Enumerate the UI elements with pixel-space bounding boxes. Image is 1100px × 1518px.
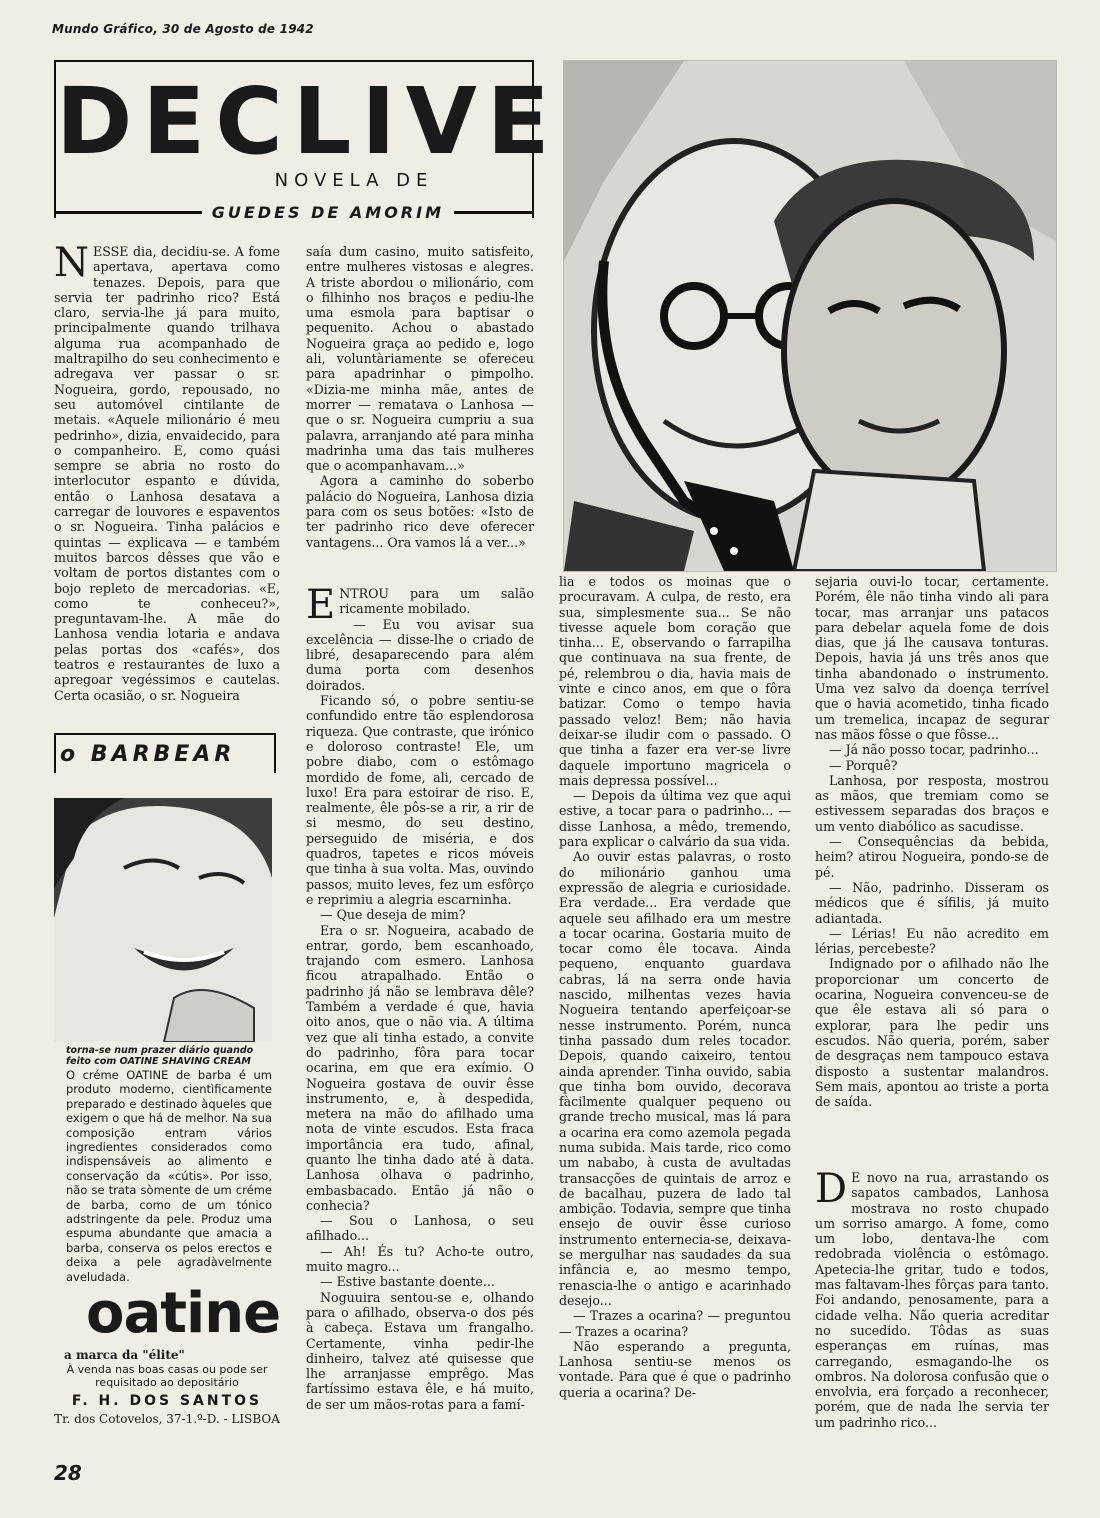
text-column-4 xyxy=(815,574,1049,1109)
paragraph: — Que deseja de mim? xyxy=(320,907,466,923)
story-title: DECLIVE xyxy=(56,68,560,175)
paragraph: — Consequências da bebida, heim? atirou Nogueira, pondo-se de pé. xyxy=(815,834,1049,880)
text-column-3 xyxy=(559,574,791,1400)
ad-photo xyxy=(54,798,272,1042)
ad-title: o BARBEAR xyxy=(60,742,236,767)
paragraph: Não esperando a pregunta, Lanhosa sentiu-se menos os vontade. Para que é que o padrinho queria a ocarina? De- xyxy=(559,1338,791,1400)
text-column-1 xyxy=(54,240,280,703)
paragraph: sejaria ouvi-lo tocar, certamente. Porém, êle não tinha vindo ali para tocar, mas arranjar uns patacos para debelar aquela fome de dois dias, que já lhe causava tonturas. Depois, havia já uns três anos que tinha abandonado o instrumento. Uma vez salvo da doença terrível que o havia acometido, tinha ficado um tremelica, incapaz de segurar nas mãos fôsse o que fôsse... xyxy=(815,574,1049,742)
author-name: GUEDES DE AMORIM xyxy=(211,202,444,222)
text-column-2b xyxy=(306,582,534,1412)
author-rule-left xyxy=(54,211,202,214)
ad-slogan: a marca da "élite" xyxy=(64,1348,185,1362)
paragraph: — Lérias! Eu não acredito em lérias, percebeste? xyxy=(815,925,1049,957)
story-illustration xyxy=(563,60,1057,572)
author-rule-right xyxy=(454,211,534,214)
paragraph: — Não, padrinho. Disseram os médicos que é sífilis, já muito adiantada. xyxy=(815,879,1049,926)
paragraph: — Depois da última vez que aqui estive, a tocar para o padrinho... — disse Lanhosa, a mêdo, tremendo, para explicar o calvário da sua vida. xyxy=(559,788,791,850)
paragraph: Ficando só, o pobre sentiu-se confundido entre tão esplendorosa riqueza. Que contraste, que irónico e doloroso contraste! Ele, um pobre diabo, com o estômago mordido de fome, ali, cercado de luxo! Era para estoirar de riso. E, realmente, êle pôs-se a rir, a rir de si mesmo, do seu destino, perseguido de miséria, e dos quadros, tapetes e ricos móveis que tinha à sua volta. Mas, ouvindo passos, muito leves, fez um esfôrço e reprimiu a alegria escarninha. xyxy=(306,693,534,907)
dropcap-d: D xyxy=(815,1166,848,1212)
text-column-4b xyxy=(815,1166,1049,1430)
text-column-2 xyxy=(306,244,534,550)
paragraph: — Eu vou avisar sua excelência — disse-lhe o criado de libré, desaparecendo para além duma porta com desenhos doirados. xyxy=(306,616,534,693)
paragraph: — Estive bastante doente... xyxy=(320,1274,495,1290)
ad-body: O créme OATINE de barba é um produto moderno, cientìficamente preparado e destinado àqueles que exigem o que há de melhor. Na sua composição entram vários ingredientes considerados como indispensáveis ao alimento e conservação da «cútis». Por isso, não se trata sòmente de um créme de barba, como de um tónico adstringente da pele. Produz uma espuma abundante que amacia a barba, conserva os pelos erectos e deixa a pele agradàvelmente aveludada. xyxy=(66,1068,272,1284)
paragraph: lia e todos os moinas que o procuravam. A culpa, de resto, era sua, simplesmente sua... Se não tivesse aquele bom coração que tinha... E, observando o farrapilha que continuava na sua frente, de pé, relembrou o dia, havia mais de vinte e cinco anos, em que o fôra batizar. Como o tempo havia passado veloz! Bem; não havia deixar-se iludir com o passado. O que tinha a fazer era ver-se livre daquele importuno magricela o mais depressa possível... xyxy=(559,574,791,788)
paragraph: E novo na rua, arrastando os sapatos cambados, Lanhosa mostrava no rosto chupado um sorriso amargo. A fome, como um lobo, dentava-lhe com redobrada violência o estômago. Apetecia-lhe gritar, tudo e todos, mas faltavam-lhes fôrças para tanto. Foi andando, penosamente, para a cidade velha. Não queria acreditar no sucedido. Tôdas as suas esperanças em ruínas, mas carregando, esmagando-lhe os ombros. Na dolorosa confusão que o envolvia, era forçado a reconhecer, porém, que de nada lhe servia ter um padrinho rico... xyxy=(815,1170,1049,1430)
paragraph: saía dum casino, muito satisfeito, entre mulheres vistosas e alegres. A triste abordou o milionário, com o filhinho nos braços e pediu-lhe uma esmola para baptisar o pequenito. Achou o abastado Nogueira graça ao pedido e, logo ali, voluntàriamente se ofereceu para apadrinhar o pimpolho. «Dizia-me minha mãe, antes de morrer — rematava o Lanhosa — que o sr. Nogueira cumpriu a sua palavra, arranjando até para minha madrinha uma das tais mulheres que o acompanhavam...» xyxy=(306,244,534,474)
paragraph: Lanhosa, por resposta, mostrou as mãos, que tremiam como se estivessem separadas dos braços e um vento diabólico as sacudisse. xyxy=(815,772,1049,834)
dropcap-n: N xyxy=(54,240,89,286)
paragraph: NTROU para um salão ricamente mobilado. xyxy=(339,586,534,617)
paragraph: — Já não posso tocar, padrinho... xyxy=(829,742,1039,758)
dropcap-e: E xyxy=(306,582,336,628)
ad-caption: torna-se num prazer diário quando feito com OATINE SHAVING CREAM xyxy=(66,1045,254,1067)
page-header: Mundo Gráfico, 30 de Agosto de 1942 xyxy=(52,22,314,36)
title-frame xyxy=(54,60,560,218)
ad-company: F. H. DOS SANTOS xyxy=(71,1393,263,1409)
illustration-drawing xyxy=(564,61,1056,571)
ad-note: À venda nas boas casas ou pode ser requisitado ao depositário xyxy=(66,1363,268,1389)
ad-photo-image xyxy=(54,798,272,1042)
paragraph: — Sou o Lanhosa, o seu afilhado... xyxy=(306,1213,534,1244)
paragraph: — Trazes a ocarina? — preguntou — Trazes a ocarina? xyxy=(559,1308,791,1339)
story-subtitle: NOVELA DE xyxy=(274,170,434,191)
paragraph: Indignado por o afilhado não lhe proporcionar um concerto de ocarina, Nogueira convenceu-se de que êle estava ali só para o explorar, para lhe pedir uns escudos. Não queria, porém, saber de desgraças nem tampouco estava disposto a sustentar malandros. Sem mais, apontou ao triste a porta de saída. xyxy=(815,956,1049,1110)
page-number: 28 xyxy=(54,1461,82,1485)
paragraph: Era o sr. Nogueira, acabado de entrar, gordo, bem escanhoado, trajando com esmero. Lanhosa ficou atrapalhado. Então o padrinho já não se lembrava dêle? Também a verdade é que, havia oito anos, que o não via. A última vez que ali tinha estado, a convite do padrinho, fôra para tocar ocarina, em que era exímio. O Nogueira gostava de ouvir êsse instrumento, e, à despedida, metera na mão do afilhado uma nota de vinte escudos. Esta fraca importância era tudo, afinal, quanto lhe tinha dado até à data. Lanhosa olhava o padrinho, embasbacado. Então já não o conhecia? xyxy=(306,922,534,1213)
paragraph: — Ah! És tu? Acho-te outro, muito magro... xyxy=(306,1243,534,1275)
paragraph: — Porquê? xyxy=(829,757,898,773)
ad-address: Tr. dos Cotovelos, 37-1.º-D. - LISBOA xyxy=(54,1412,280,1426)
author-row xyxy=(54,200,534,224)
oatine-logo: oatine xyxy=(86,1281,281,1346)
paragraph: Ao ouvir estas palavras, o rosto do milionário ganhou uma expressão de alegria e curiosidade. Era verdade... Era verdade que aquele seu afilhado era um mestre a tocar ocarina. Gostaria muito de tocar como êle tocava. Ainda pequeno, enquanto guardava cabras, lá na serra onde havia nascido, milhentas vezes havia Nogueira tentando aperfeiçoar-se nesse instrumento. Porém, nunca tinha passado dum reles tocador. Depois, quando caixeiro, tentou ainda aprender. Tinha ouvido, sabia que tinha bom ouvido, decorava fàcilmente qualquer pequeno ou grande trecho musical, mas lá para a ocarina era como azemola pegada numa subida. Mais tarde, rico como um nababo, à custa de avultadas transacções de quintais de arroz e de bacalhau, puzera de lado tal ambição. Todavia, sempre que tinha ensejo de ouvir êsse curioso instrumento enternecia-se, deixava-se mergulhar nas saudades da sua infância e, ao mesmo tempo, renascia-lhe o antigo e acarinhado desejo... xyxy=(559,849,791,1308)
paragraph: ESSE dia, decidiu-se. A fome apertava, apertava como tenazes. Depois, para que servia ter padrinho rico? Está claro, servia-lhe já para muito, principalmente quando trilhava alguma rua acompanhado de maltrapilho do seu conhecimento e adregava ver passar o sr. Nogueira, gordo, repousado, no seu automóvel cintilante de metais. «Aquele milionário é meu pedrinho», dizia, envaidecido, para o companheiro. E, como quási sempre se abria no rosto do interlocutor espanto e dúvida, então o Lanhosa desatava a carregar de louvores e espaventos o sr. Nogueira. Tinha palácios e quintas — explicava — e também muitos barcos dêsses que vão e voltam de portos distantes com o bojo repleto de mercadorias. «E, como te conheceu?», preguntavam-lhe. A mãe do Lanhosa vendia lotaria e andava pelas portas dos «cafés», dos teatros e restaurantes de luxo a apregoar vegéssimos e cautelas. Certa ocasião, o sr. Nogueira xyxy=(54,244,280,703)
paragraph: Agora a caminho do soberbo palácio do Nogueira, Lanhosa dizia para com os seus botões: «Isto de ter padrinho rico deve oferecer vantagens... Ora vamos lá a ver...» xyxy=(306,473,534,550)
paragraph: Noguuira sentou-se e, olhando para o afilhado, observa-o dos pés à cabeça. Estava um frangalho. Certamente, vinha pedir-lhe dinheiro, talvez até quisesse que lhe arranjasse emprêgo. Mas fartíssimo estava êle, e há muito, de ser um mãos-rotas para a famí- xyxy=(306,1289,534,1412)
